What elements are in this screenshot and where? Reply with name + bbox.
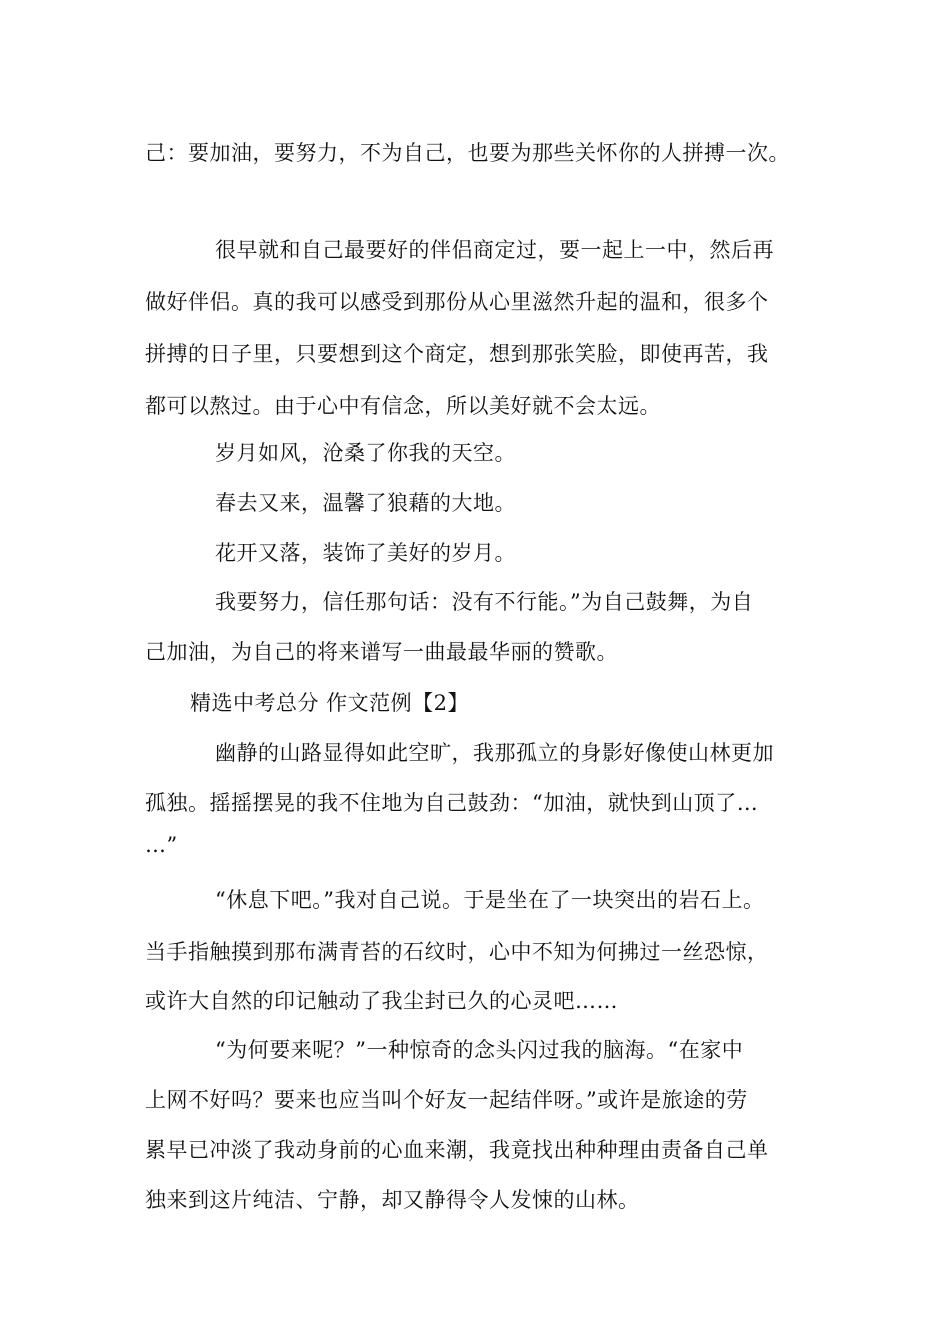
verse-line: 春去又来，温馨了狼藉的大地。: [215, 491, 516, 515]
text-line: 独来到这片纯洁、宁静，却又静得令人发悚的山林。: [145, 1188, 640, 1212]
text-line: …”: [145, 833, 178, 857]
text-line: 拼搏的日子里，只要想到这个商定，想到那张笑脸，即使再苦，我: [145, 342, 769, 366]
text-line: 上网不好吗？要来也应当叫个好友一起结伴呀。”或许是旅途的劳: [145, 1088, 748, 1112]
paragraph-start-line: 我要努力，信任那句话：没有不行能。”为自己鼓舞，为自: [215, 590, 754, 614]
verse-line: 岁月如风，沧桑了你我的天空。: [215, 441, 516, 465]
text-line: 己：要加油，要努力，不为自己，也要为那些关怀你的人拼搏一次。: [145, 141, 790, 165]
text-line: 己加油，为自己的将来谱写一曲最最华丽的赞歌。: [145, 640, 618, 664]
paragraph-start-line: 幽静的山路显得如此空旷，我那孤立的身影好像使山林更加: [215, 741, 774, 765]
text-line: 孤独。摇摇摆晃的我不住地为自己鼓劲：“加油，就快到山顶了…: [145, 791, 759, 815]
text-line: 或许大自然的印记触动了我尘封已久的心灵吧……: [145, 989, 618, 1013]
paragraph-start-line: 很早就和自己最要好的伴侣商定过，要一起上一中，然后再: [215, 238, 774, 262]
text-line: 当手指触摸到那布满青苔的石纹时，心中不知为何拂过一丝恐惊，: [145, 940, 769, 964]
paragraph-start-line: “为何要来呢？”一种惊奇的念头闪过我的脑海。“在家中: [215, 1038, 744, 1062]
text-line: 做好伴侣。真的我可以感受到那份从心里滋然升起的温和，很多个: [145, 290, 769, 314]
text-line: 都可以熬过。由于心中有信念，所以美好就不会太远。: [145, 394, 661, 418]
paragraph-start-line: “休息下吧。”我对自己说。于是坐在了一块突出的岩石上。: [215, 888, 765, 912]
text-line: 累早已冲淡了我动身前的心血来潮，我竟找出种种理由责备自己单: [145, 1138, 769, 1162]
section-heading: 精选中考总分 作文范例【2】: [190, 691, 470, 715]
verse-line: 花开又落，装饰了美好的岁月。: [215, 541, 516, 565]
